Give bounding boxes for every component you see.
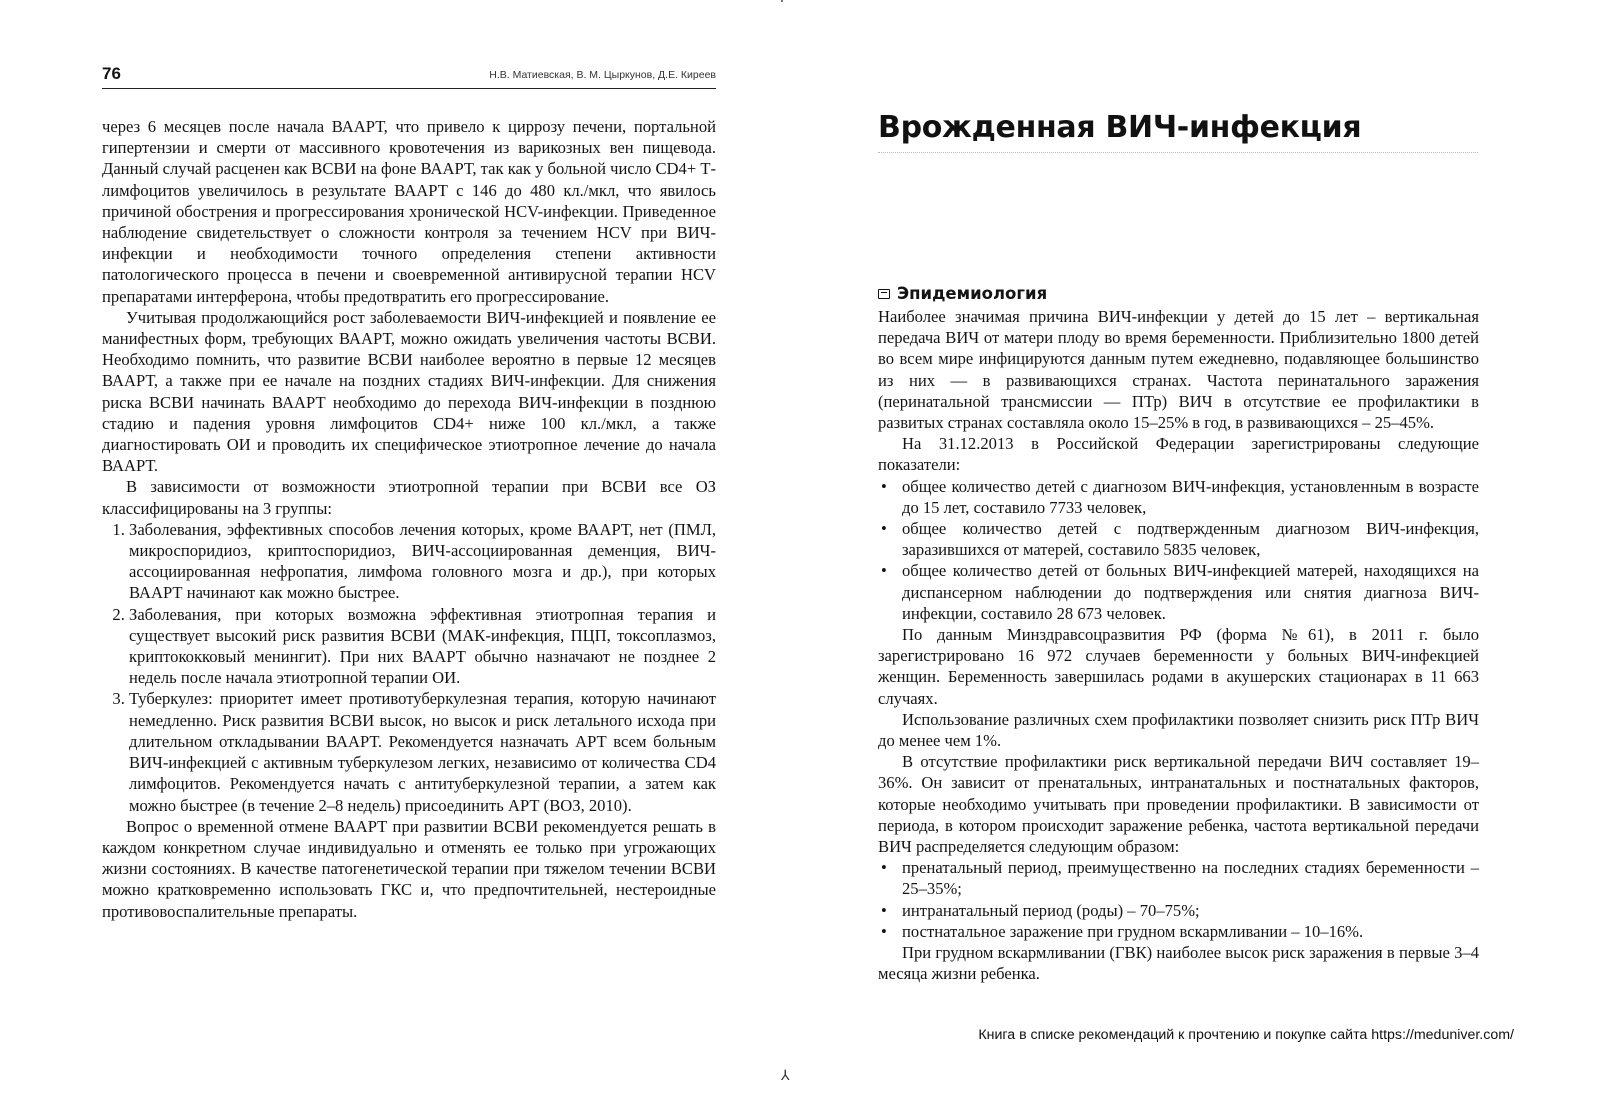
list-item: • общее количество детей с диагнозом ВИЧ-инфекция, установленным в возрасте до 15 лет, составило 7733 человек, — [902, 476, 1479, 518]
left-page — [0, 0, 790, 1106]
stats-list — [878, 476, 1479, 624]
list-item: • общее количество детей от больных ВИЧ-инфекцией матерей, находящихся на диспансерном наблюдении до подтверждения или снятия диагноза ВИЧ-инфекции, составило 28 673 человек. — [902, 560, 1479, 624]
list-item: • общее количество детей с подтвержденным диагнозом ВИЧ-инфекция, заразившихся от матерей, составило 5835 человек, — [902, 518, 1479, 560]
list-item: 1. Заболевания, эффективных способов лечения которых, кроме ВААРТ, нет (ПМЛ, микроспоридиоз, криптоспоридиоз, ВИЧ-ассоциированная деменция, ВИЧ-ассоциированная нефропатия, лимфома головного мозга и др.), при которых ВААРТ начинают как можно быстрее. — [129, 519, 716, 604]
list-item: • пренатальный период, преимущественно на последних стадиях беременности – 25–35%; — [902, 857, 1479, 899]
section-box-icon — [878, 289, 890, 299]
list-item: • постнатальное заражение при грудном вскармливании – 10–16%. — [902, 921, 1479, 942]
list-item: 3. Туберкулез: приоритет имеет противотуберкулезная терапия, которую начинают немедленно. Риск развития ВСВИ высок, но высок и риск летального исхода при длительном откладывании ВААРТ. Рекомендуется назначать АРТ всем больным ВИЧ-инфекцией с активным туберкулезом легких, независимо от количества CD4 лимфоцитов. Рекомендуется начать с антитуберкулезной терапии, а затем как можно быстрее (в течение 2–8 недель) присоединить АРТ (ВОЗ, 2010). — [129, 688, 716, 815]
groups-list — [102, 519, 716, 816]
paragraph: В отсутствие профилактики риск вертикальной передачи ВИЧ составляет 19–36%. Он зависит от пренатальных, интранатальных и постнатальных факторов, которые необходимо учитывать при проведении профилактики. В зависимости от периода, в котором происходит заражение ребенка, частота вертикальной передачи ВИЧ распределяется следующим образом: — [878, 752, 1479, 857]
paragraph: Вопрос о временной отмене ВААРТ при развитии ВСВИ рекомендуется решать в каждом конкретном случае индивидуально и отменять ее только при угрожающих жизни состояниях. В качестве патогенетической терапии при тяжелом течении ВСВИ можно кратковременно использовать ГКС и, что предпочтительней, нестероидные противовоспалительные препараты. — [102, 816, 716, 921]
list-item: 2. Заболевания, при которых возможна эффективная этиотропная терапия и существует высокий риск развития ВСВИ (МАК-инфекция, ПЦП, токсоплазмоз, криптококковый менингит). При них ВААРТ обычно назначают не позднее 2 недель после начала этиотропной терапии ОИ. — [129, 604, 716, 689]
paragraph: При грудном вскармливании (ГВК) наиболее высок риск заражения в первые 3–4 месяца жизни ребенка. — [878, 943, 1479, 984]
paragraph: через 6 месяцев после начала ВААРТ, что привело к циррозу печени, портальной гипертензии и смерти от массивного кровотечения из варикозных вен пищевода. Данный случай расценен как ВСВИ на фоне ВААРТ, так как у больной число CD4+ Т-лимфоцитов увеличилось в результате ВААРТ с 146 до 480 кл./мкл, что явилось причиной обострения и прогрессирования хронической HCV-инфекции. Приведенное наблюдение свидетельствует о сложности контроля за течением HCV при ВИЧ-инфекции и необходимости точного определения степени активности патологического процесса в печени и своевременной антивирусной терапии HCV препаратами интерферона, чтобы предотвратить его прогрессирование. — [102, 117, 716, 306]
period-list — [878, 857, 1479, 942]
paragraph: На 31.12.2013 в Российской Федерации зарегистрированы следующие показатели: — [878, 434, 1479, 475]
chapter-title: Врожденная ВИЧ-инфекция — [878, 110, 1362, 145]
running-head-authors: Н.В. Матиевская, В. М. Цыркунов, Д.Е. Киреев — [489, 69, 716, 81]
left-body-text — [102, 116, 716, 922]
paragraph: Учитывая продолжающийся рост заболеваемости ВИЧ-инфекцией и появление ее манифестных форм, требующих ВААРТ, можно ожидать увеличения частоты ВСВИ. Необходимо помнить, что развитие ВСВИ наиболее вероятно в первые 12 месяцев ВААРТ, а также при ее начале на поздних стадиях ВИЧ-инфекции. Для снижения риска ВСВИ начинать ВААРТ необходимо до перехода ВИЧ-инфекции в позднюю стадию и падения уровня лимфоцитов CD4+ ниже 100 кл./мкл, а также диагностировать ОИ и проводить их специфическое этиотропное лечение до начала ВААРТ. — [102, 307, 716, 476]
right-page — [810, 0, 1600, 1106]
paragraph: Использование различных схем профилактики позволяет снизить риск ПТр ВИЧ до менее чем 1%. — [878, 709, 1479, 751]
page-number: 76 — [102, 64, 121, 83]
right-body-text — [878, 306, 1479, 985]
page-header — [102, 66, 716, 89]
section-heading — [878, 284, 1047, 303]
section-heading-label: Эпидемиология — [897, 284, 1048, 303]
footer-link-note: Книга в списке рекомендаций к прочтению и покупке сайта https://meduniver.com/ — [978, 1027, 1514, 1043]
list-item: • интранатальный период (роды) – 70–75%; — [902, 900, 1479, 921]
paragraph: По данным Минздравсоцразвития РФ (форма №61), в 2011 г. было зарегистрировано 16 972 случаев беременности у больных ВИЧ-инфекцией женщин. Беременность завершилась родами в акушерских стационарах в 11 663 случаях. — [878, 625, 1479, 708]
paragraph: В зависимости от возможности этиотропной терапии при ВСВИ все ОЗ классифицированы на 3 группы: — [102, 477, 716, 518]
paragraph: Наиболее значимая причина ВИЧ-инфекции у детей до 15 лет – вертикальная передача ВИЧ от матери плоду во время беременности. Приблизительно 1800 детей во всем мире инфицируются данным путем ежедневно, подавляющее большинство из них — в развивающихся странах. Частота перинатального заражения (перинатальной трансмиссии — ПТр) ВИЧ в отсутствие ее профилактики в развитых странах составляла около 15–25% в год, в развивающихся – 25–45%. — [878, 307, 1479, 433]
spine-mark: ⅄ — [781, 1069, 790, 1084]
title-divider — [878, 152, 1478, 153]
